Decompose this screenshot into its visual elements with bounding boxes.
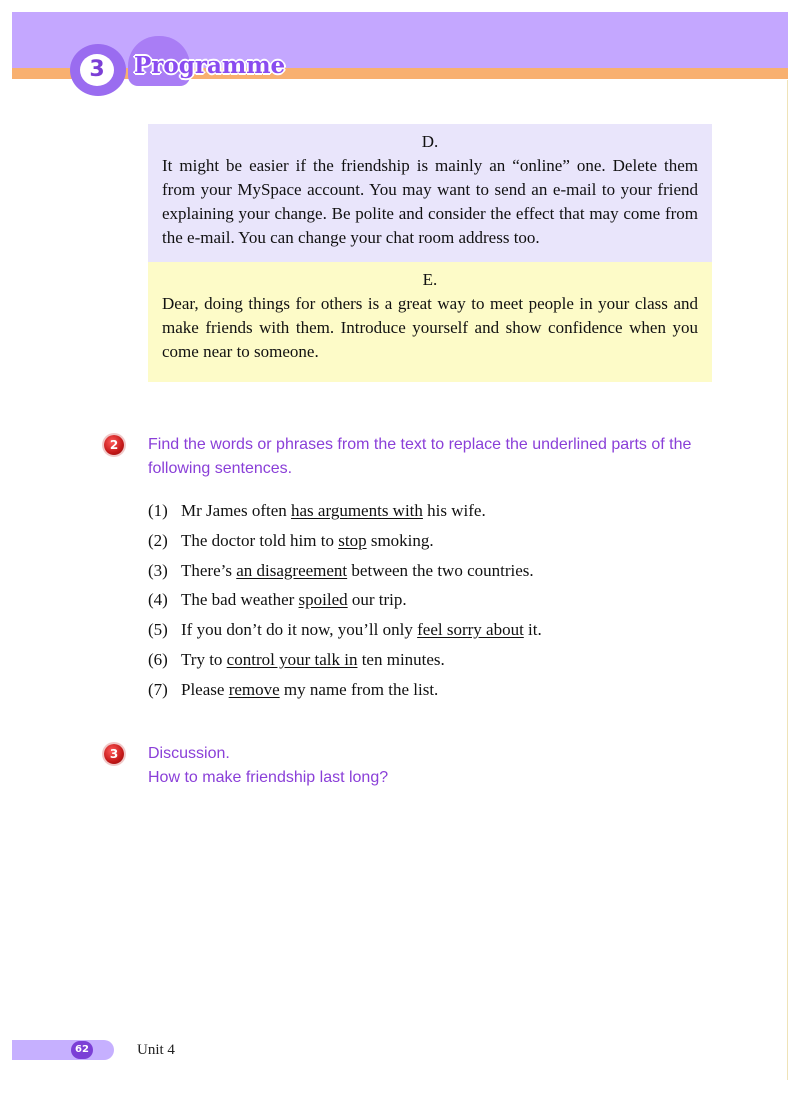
sentence-text: his wife. xyxy=(422,501,486,520)
sentence-number: (7) xyxy=(148,679,168,699)
underlined-phrase: spoiled xyxy=(298,590,348,610)
section-number: 3 xyxy=(80,54,114,86)
page-edge-line xyxy=(787,80,788,1080)
box-text: It might be easier if the friendship is mainly an “online” one. Delete them from your MySpace account. You may want to send an e-mail to your friend explaining your change. Be polite and consider the effect that may come from the e-mail. You can change your chat room address too. xyxy=(162,156,698,247)
box-label: D. xyxy=(421,132,439,151)
sentence-text: The doctor told him to xyxy=(181,530,339,550)
sentence-item xyxy=(148,678,708,708)
underlined-phrase: feel sorry about xyxy=(417,620,524,640)
discussion-block xyxy=(148,742,718,790)
sentence-text: Try to xyxy=(181,649,227,669)
sentence-number: (6) xyxy=(148,649,168,669)
sentence-number: (1) xyxy=(148,501,168,520)
sentence-text: The bad weather xyxy=(181,590,299,610)
box-label: E. xyxy=(422,270,438,289)
underlined-phrase: has arguments with xyxy=(291,501,423,520)
sentence-text: Please xyxy=(181,679,229,699)
sentence-text: smoking. xyxy=(366,530,434,550)
discussion-title: Discussion. xyxy=(148,745,230,762)
box-text: Dear, doing things for others is a great way to meet people in your class and make friends with them. Introduce yourself and show confidence when you come near to someone. xyxy=(162,294,698,361)
sentence-item xyxy=(148,559,708,589)
underlined-phrase: control your talk in xyxy=(226,649,358,669)
sentence-text: my name from the list. xyxy=(279,679,439,699)
page-number: 62 xyxy=(71,1041,93,1059)
footer-bar xyxy=(12,1040,114,1060)
sentence-number: (5) xyxy=(148,620,168,640)
sentence-number: (3) xyxy=(148,560,168,580)
sentence-list xyxy=(148,499,708,708)
text-box-e xyxy=(148,262,712,382)
exercise-number-badge: 2 xyxy=(104,435,124,455)
sentence-text: our trip. xyxy=(347,590,407,610)
section-title: Programme xyxy=(134,52,286,79)
sentence-item xyxy=(148,499,708,529)
sentence-item xyxy=(148,618,708,648)
discussion-question: How to make friendship last long? xyxy=(148,769,389,786)
underlined-phrase: stop xyxy=(338,530,367,550)
sentence-text: ten minutes. xyxy=(357,649,445,669)
sentence-text: it. xyxy=(523,620,542,640)
sentence-item xyxy=(148,529,708,559)
sentence-text: There’s xyxy=(181,560,237,580)
sentence-text: If you don’t do it now, you’ll only xyxy=(181,620,418,640)
sentence-number: (4) xyxy=(148,590,168,610)
sentence-item xyxy=(148,588,708,618)
sentence-text: Mr James often xyxy=(181,501,292,520)
underlined-phrase: remove xyxy=(228,679,280,699)
text-box-d xyxy=(148,124,712,262)
underlined-phrase: an disagreement xyxy=(236,560,348,580)
sentence-text: between the two countries. xyxy=(347,560,534,580)
sentence-number: (2) xyxy=(148,530,168,550)
unit-label: Unit 4 xyxy=(137,1042,175,1058)
exercise-instruction: Find the words or phrases from the text to replace the underlined parts of the following sentences. xyxy=(148,436,692,477)
sentence-item xyxy=(148,648,708,678)
exercise-number-badge: 3 xyxy=(104,744,124,764)
